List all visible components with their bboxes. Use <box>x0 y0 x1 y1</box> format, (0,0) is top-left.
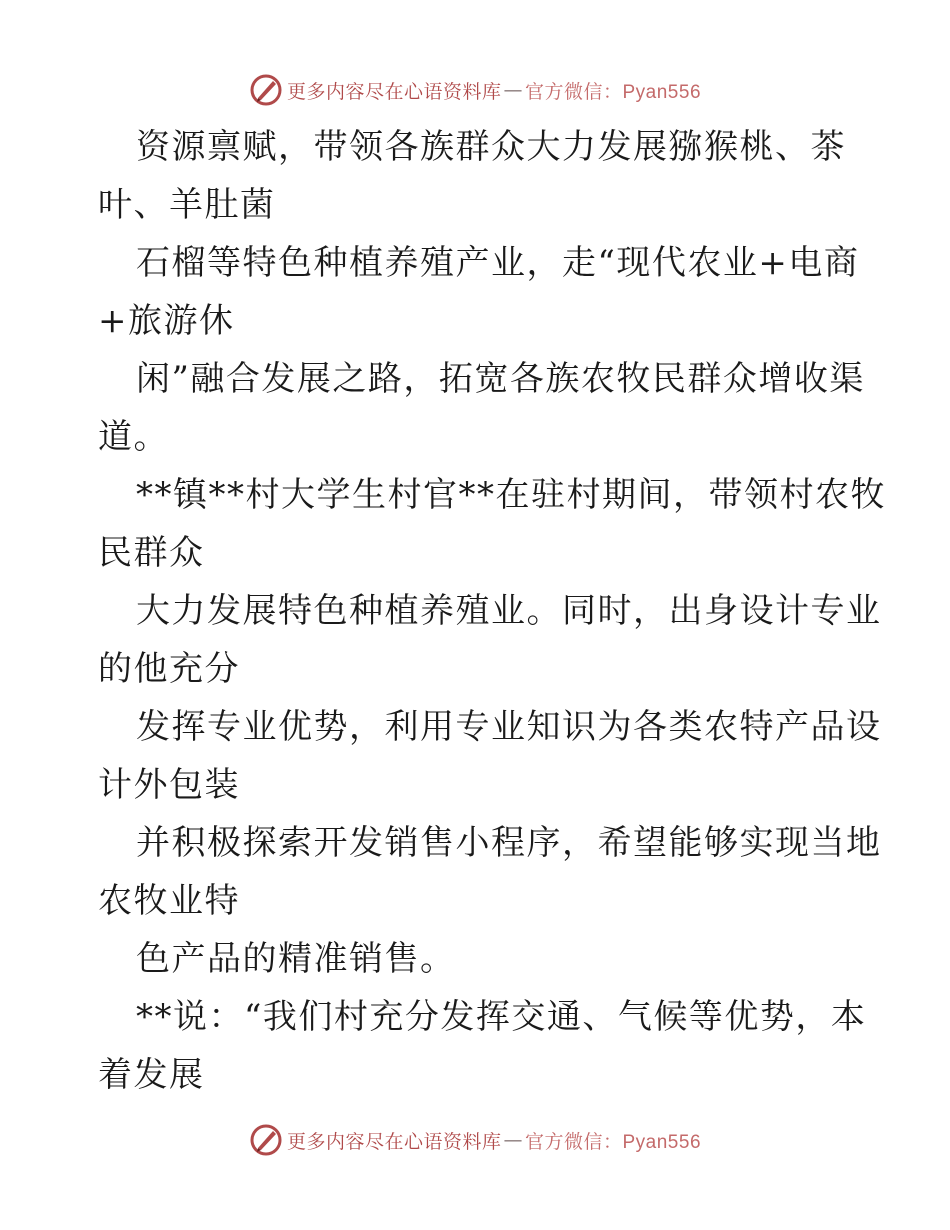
document-body <box>98 118 886 1104</box>
quill-logo-icon <box>249 73 283 107</box>
text-line: 石榴等特色种植养殖产业，走“现代农业+电商 <box>136 243 860 283</box>
text-line: 民群众 <box>98 533 205 573</box>
text-line: 大力发展特色种植养殖业。同时，出身设计专业 <box>136 591 882 631</box>
watermark-separator: — <box>503 79 523 101</box>
watermark-separator: — <box>503 1129 523 1151</box>
text-line: 道。 <box>98 417 169 457</box>
header-watermark <box>0 70 950 110</box>
text-line: 并积极探索开发销售小程序，希望能够实现当地 <box>136 823 882 863</box>
text-line: **镇**村大学生村官**在驻村期间，带领村农牧 <box>136 475 886 515</box>
text-line: 资源禀赋，带领各族群众大力发展猕猴桃、茶 <box>136 127 846 167</box>
text-line: **说：“我们村充分发挥交通、气候等优势，本 <box>136 997 867 1037</box>
watermark-suffix: 官方微信：Pyan556 <box>525 81 702 103</box>
quill-logo-icon <box>249 1123 283 1157</box>
watermark-text: 更多内容尽在心语资料库 <box>286 80 502 103</box>
text-line: 闲”融合发展之路，拓宽各族农牧民群众增收渠 <box>136 359 865 399</box>
text-line: 色产品的精准销售。 <box>136 939 456 979</box>
watermark-text: 更多内容尽在心语资料库 <box>286 1130 502 1153</box>
text-line: 计外包装 <box>98 765 240 805</box>
text-line: 农牧业特 <box>98 881 240 921</box>
text-line: 着发展 <box>98 1055 205 1095</box>
text-line: 叶、羊肚菌 <box>98 185 276 225</box>
watermark-suffix: 官方微信：Pyan556 <box>525 1131 702 1153</box>
footer-watermark <box>0 1120 950 1160</box>
text-line: +旅游休 <box>98 301 235 341</box>
text-line: 发挥专业优势，利用专业知识为各类农特产品设 <box>136 707 882 747</box>
text-line: 的他充分 <box>98 649 240 689</box>
